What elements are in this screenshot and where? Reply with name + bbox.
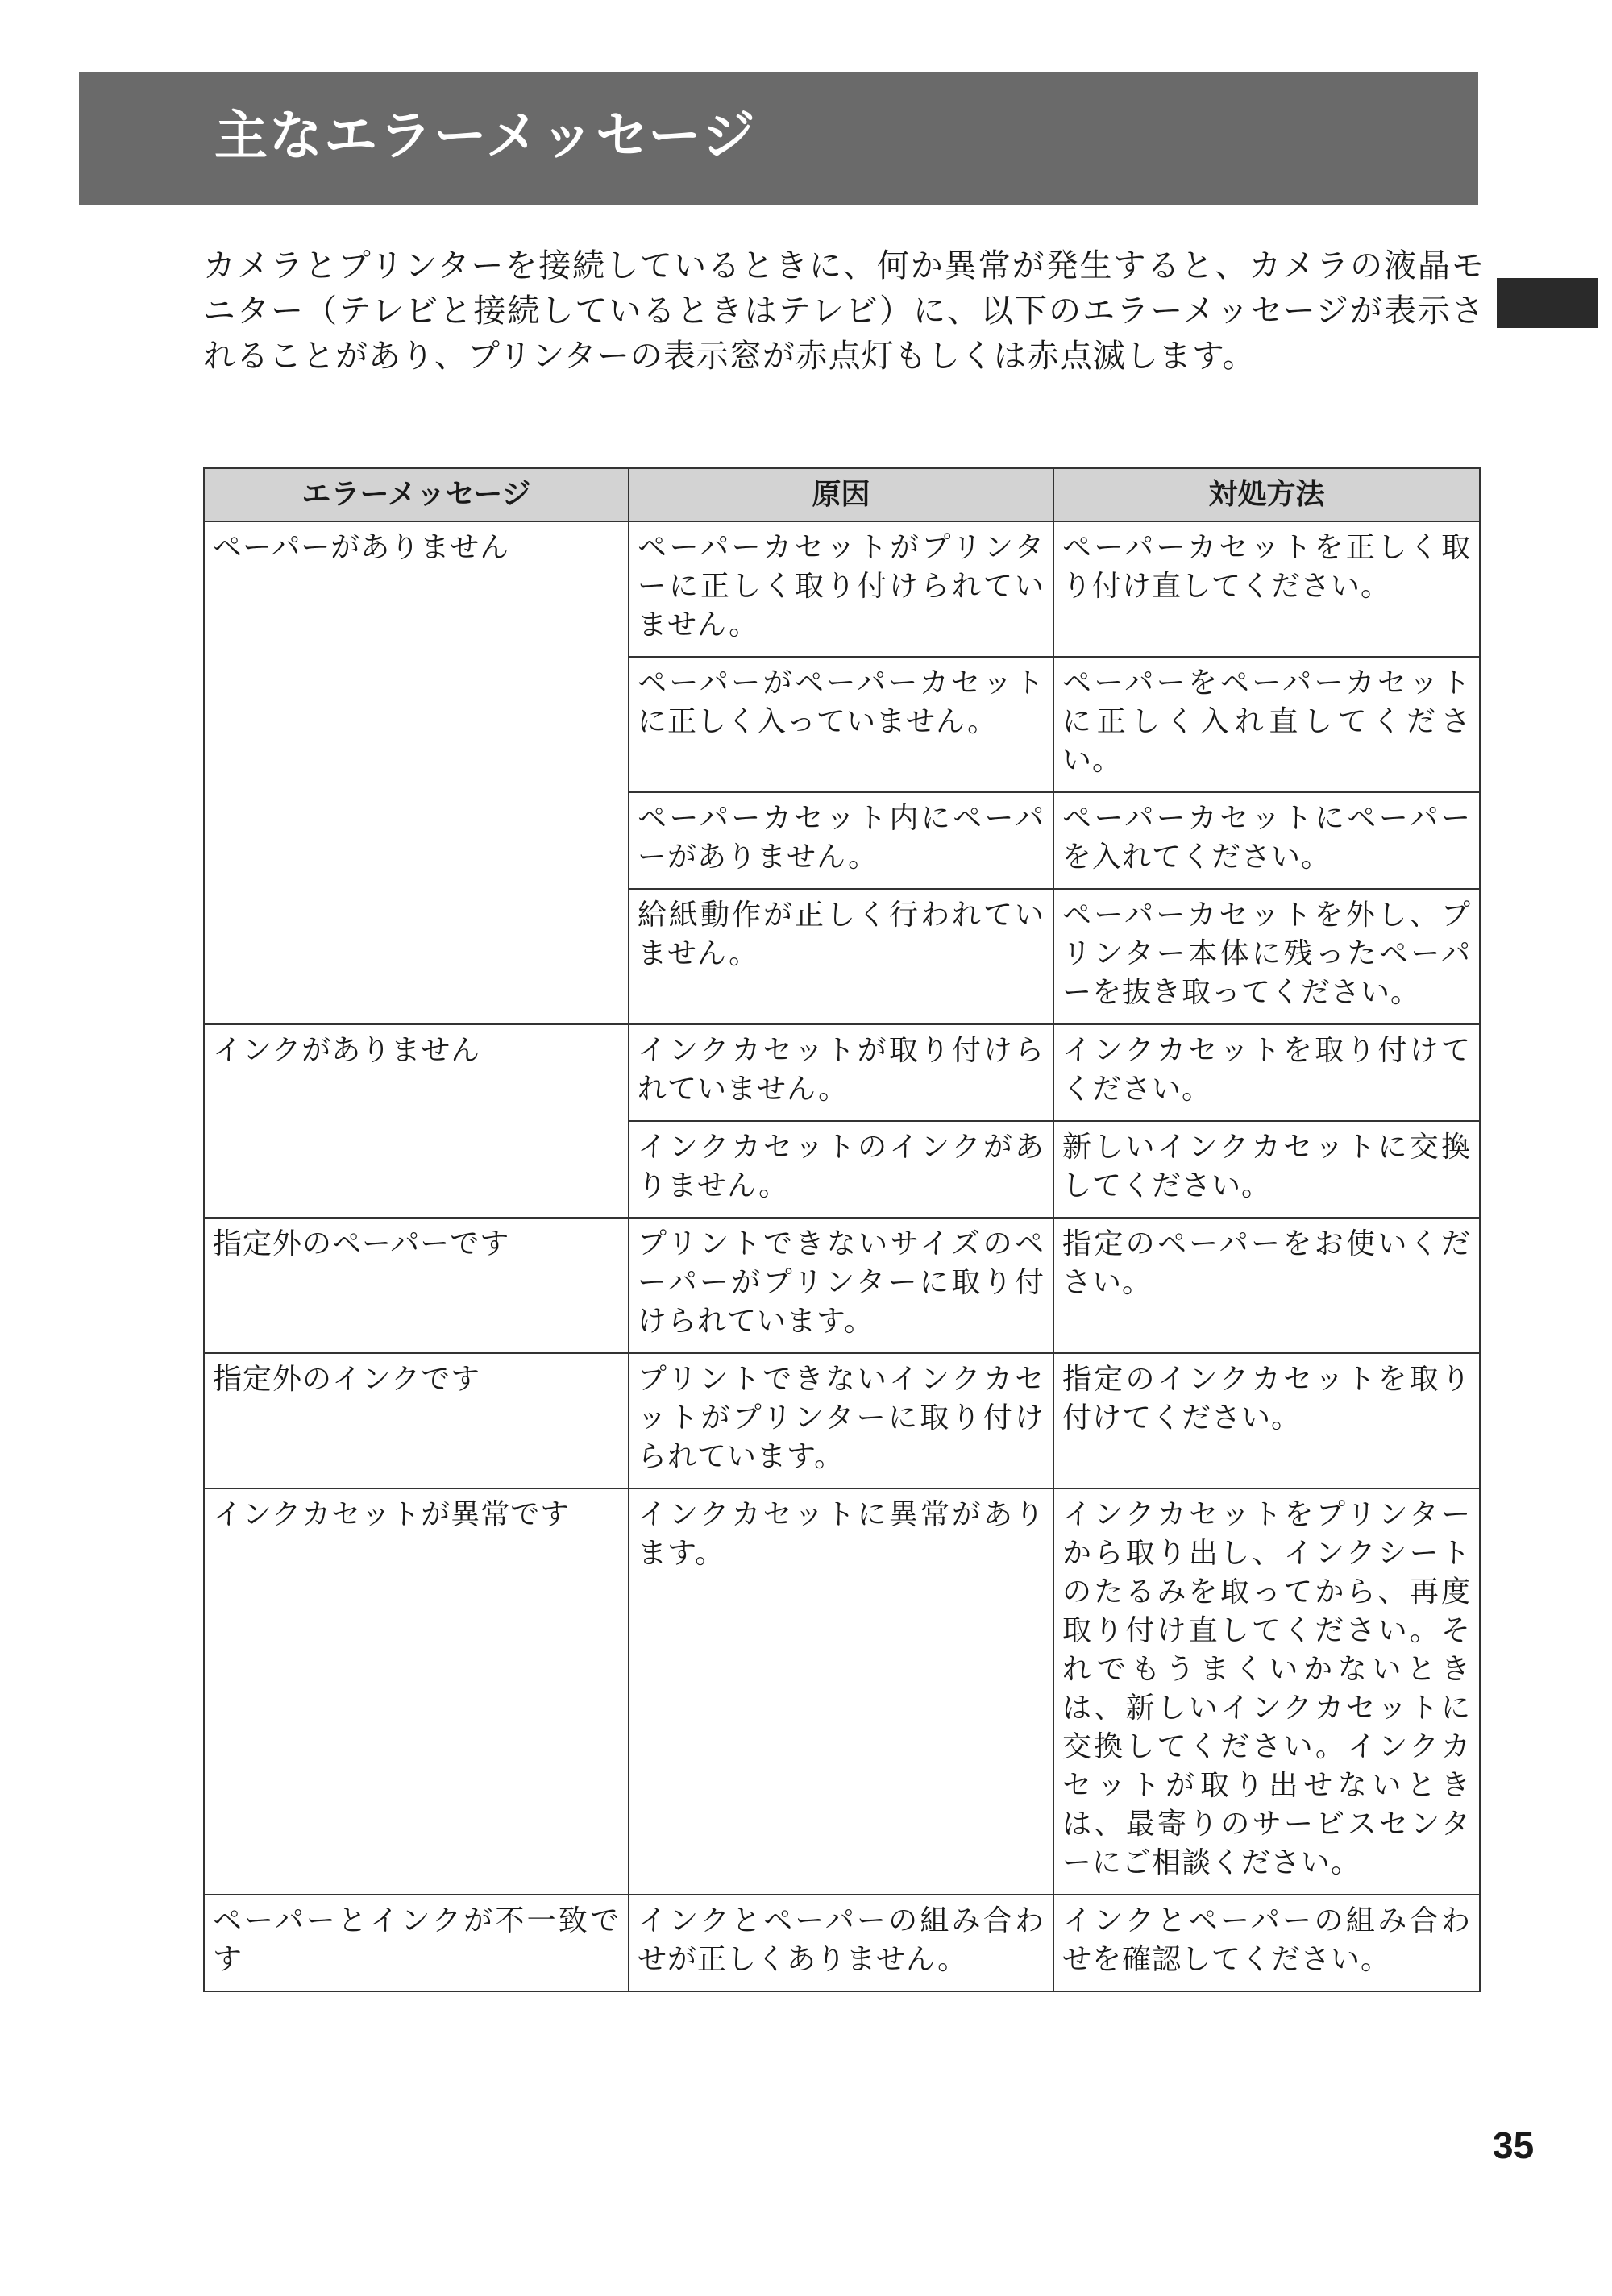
title-bar [79, 72, 1478, 205]
page-title: 主なエラーメッセージ [214, 105, 757, 167]
header-remedy: 対処方法 [1053, 468, 1480, 521]
error-message-cell: インクカセットが異常です [204, 1488, 629, 1895]
table-row [204, 1353, 1480, 1488]
cause-cell: ペーパーがペーパーカセットに正しく入っていません。 [629, 657, 1053, 792]
cause-cell: プリントできないサイズのペーパーがプリンターに取り付けられています。 [629, 1218, 1053, 1353]
table-row [204, 1895, 1480, 1991]
table-row [204, 521, 1480, 657]
remedy-cell: ペーパーカセットにペーパーを入れてください。 [1053, 792, 1480, 889]
error-message-cell: 指定外のペーパーです [204, 1218, 629, 1353]
cause-cell: ペーパーカセット内にペーパーがありません。 [629, 792, 1053, 889]
intro-paragraph: カメラとプリンターを接続しているときに、何か異常が発生すると、カメラの液晶モニター（テレビと接続しているときはテレビ）に、以下のエラーメッセージが表示されることがあり、プリンターの表示窓が赤点灯もしくは赤点滅します。 [203, 247, 1485, 375]
remedy-cell: ペーパーカセットを正しく取り付け直してください。 [1053, 521, 1480, 657]
cause-cell: インクカセットのインクがありません。 [629, 1121, 1053, 1218]
cause-cell: プリントできないインクカセットがプリンターに取り付けられています。 [629, 1353, 1053, 1488]
table-header-row [204, 468, 1480, 521]
cause-cell: インクカセットが取り付けられていません。 [629, 1024, 1053, 1121]
cause-cell: インクカセットに異常があります。 [629, 1488, 1053, 1895]
error-message-cell: ペーパーとインクが不一致です [204, 1895, 629, 1991]
error-message-cell: 指定外のインクです [204, 1353, 629, 1488]
header-cause: 原因 [629, 468, 1053, 521]
error-message-cell: インクがありません [204, 1024, 629, 1218]
table-row [204, 1488, 1480, 1895]
cause-cell: 給紙動作が正しく行われていません。 [629, 889, 1053, 1024]
remedy-cell: 新しいインクカセットに交換してください。 [1053, 1121, 1480, 1218]
cause-cell: ペーパーカセットがプリンターに正しく取り付けられていません。 [629, 521, 1053, 657]
remedy-cell: インクカセットを取り付けてください。 [1053, 1024, 1480, 1121]
table-row [204, 1218, 1480, 1353]
table-row [204, 1024, 1480, 1121]
remedy-cell: 指定のペーパーをお使いください。 [1053, 1218, 1480, 1353]
page-number: 35 [1493, 2124, 1535, 2166]
remedy-cell: インクとペーパーの組み合わせを確認してください。 [1053, 1895, 1480, 1991]
remedy-cell: ペーパーカセットを外し、プリンター本体に残ったペーパーを抜き取ってください。 [1053, 889, 1480, 1024]
error-message-table [203, 467, 1481, 1992]
remedy-cell: ペーパーをペーパーカセットに正しく入れ直してください。 [1053, 657, 1480, 792]
remedy-cell: 指定のインクカセットを取り付けてください。 [1053, 1353, 1480, 1488]
section-tab-marker [1497, 278, 1598, 328]
error-message-cell: ペーパーがありません [204, 521, 629, 1024]
remedy-cell: インクカセットをプリンターから取り出し、インクシートのたるみを取ってから、再度取り付け直してください。それでもうまくいかないときは、新しいインクカセットに交換してください。インクカセットが取り出せないときは、最寄りのサービスセンターにご相談ください。 [1053, 1488, 1480, 1895]
header-error-message: エラーメッセージ [204, 468, 629, 521]
cause-cell: インクとペーパーの組み合わせが正しくありません。 [629, 1895, 1053, 1991]
